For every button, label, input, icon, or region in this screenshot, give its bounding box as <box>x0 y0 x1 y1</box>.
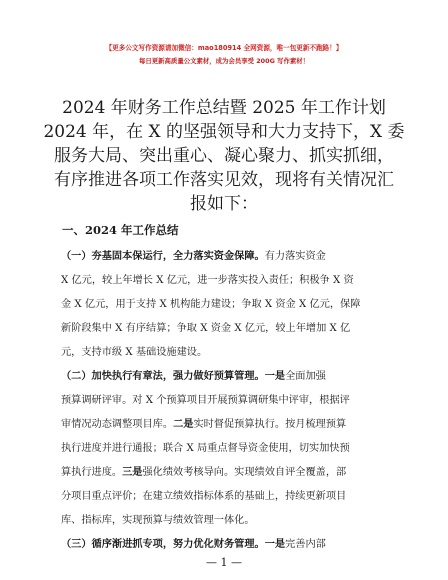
paragraph-line <box>61 535 326 550</box>
paragraph-line: 元，支持市级 X 基础设施建设。 <box>61 347 208 358</box>
intro-line: 报如下： <box>190 194 258 214</box>
paragraph-line: 执行进度并进行通报；联合 X 局重点督导资金使用，切实加快预 <box>61 443 350 454</box>
paragraph-text: 强化绩效考核导向。实现绩效自评全覆盖，部 <box>142 467 347 478</box>
paragraph-heading: （一）夯基固本保运行，全力落实资金保障。 <box>61 250 265 262</box>
ordinal-marker: 二是 <box>173 418 194 430</box>
paragraph-text: 审情况动态调整项目库。 <box>61 419 174 430</box>
paragraph-heading: （二）加快执行有章法，强力做好预算管理。 <box>61 370 265 382</box>
section-heading: 一、2024 年工作总结 <box>62 223 179 237</box>
paragraph-line: 新阶段集中 X 有序结算；争取 X 资金 X 亿元，较上年增加 X 亿 <box>61 323 351 334</box>
ordinal-marker: 三是 <box>122 466 143 478</box>
paragraph-line <box>61 463 346 478</box>
paragraph-text: 算执行进度。 <box>61 467 123 478</box>
ordinal-marker: 一是 <box>264 370 286 382</box>
paragraph-line: 金 X 亿元，用于支持 X 机构能力建设；争取 X 资金 X 亿元，保障 <box>61 299 361 310</box>
intro-line: 服务大局、突出重心、凝心聚力、抓实抓细， <box>54 146 394 166</box>
paragraph-text: 全面加强 <box>285 371 326 382</box>
paragraph-line: 库、指标库，实现预算与绩效管理一体化。 <box>61 515 255 526</box>
promo-banner-line-2: 每日更新高质量公文素材，成为会员享受 200G 写作素材！ <box>138 57 310 65</box>
paragraph-text: 完善内部 <box>285 539 326 550</box>
paragraph-line: 分项目重点评价；在建立绩效指标体系的基础上，持续更新项目 <box>61 491 347 502</box>
paragraph-heading: （三）循序渐进抓专项，努力优化财务管理。 <box>61 538 265 550</box>
intro-line: 有序推进各项工作落实见效，现将有关情况汇 <box>54 170 394 190</box>
paragraph-line <box>61 415 346 430</box>
promo-banner-line-1: 【更多公文写作资源请加微信：mao180914 全网资源，唯一包更新不跑路！】 <box>105 44 343 52</box>
paragraph-line <box>61 247 326 262</box>
intro-line: 2024 年，在 X 的坚强领导和大力支持下，X 委 <box>43 122 405 142</box>
paragraph-line: 预算调研评审。对 X 个预算项目开展预算调研集中评审，根据评 <box>61 395 350 406</box>
ordinal-marker: 一是 <box>264 538 286 550</box>
paragraph-line <box>61 367 326 382</box>
paragraph-line: X 亿元，较上年增长 X 亿元，进一步落实投入责任；积极争 X 资 <box>61 275 354 286</box>
paragraph-text: 有力落实资金 <box>264 251 326 262</box>
page-number: — 1 — <box>206 556 242 569</box>
document-title: 2024 年财务工作总结暨 2025 年工作计划 <box>62 98 386 118</box>
paragraph-text: 实时督促预算执行。按月梳理预算 <box>193 419 347 430</box>
